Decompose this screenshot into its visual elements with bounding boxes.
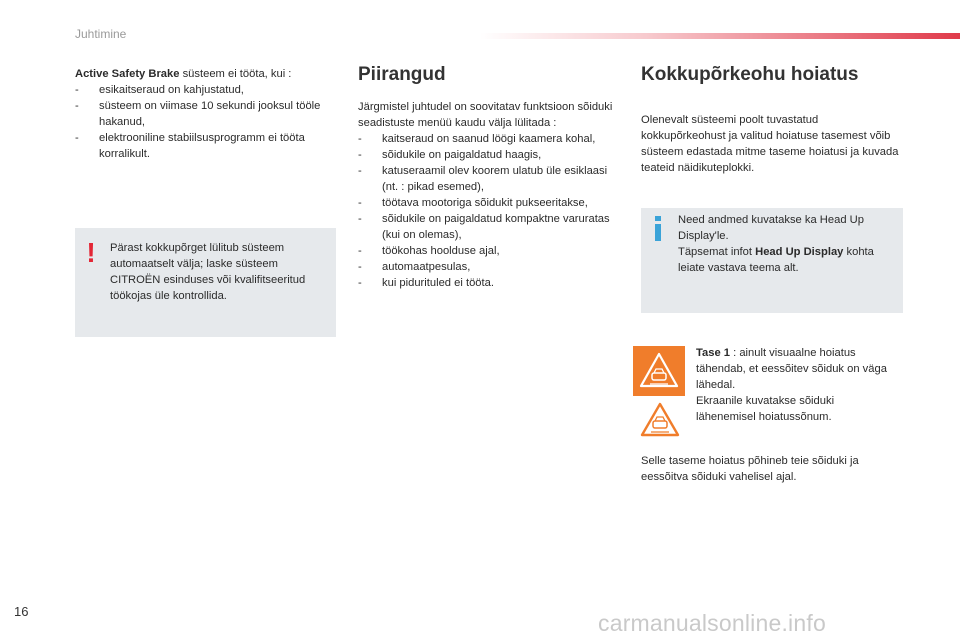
section-title: Piirangud xyxy=(358,64,446,85)
level-description xyxy=(696,345,896,425)
column-collision-warning xyxy=(641,64,903,176)
list-item: - esikaitseraud on kahjustatud, xyxy=(75,82,333,98)
info-line: Täpsemat infot Head Up Display kohta leiate vastava teema alt. xyxy=(678,246,874,274)
list-item: - süsteem on viimase 10 sekundi jooksul tööle hakanud, xyxy=(75,98,333,130)
level-line: Ekraanile kuvatakse sõiduki lähenemisel hoiatussõnum. xyxy=(696,395,835,423)
level-line: Tase 1 : ainult visuaalne hoiatus tähendab, et eessõitev sõiduk on väga lähedal. xyxy=(696,347,887,391)
column-active-safety-brake xyxy=(75,66,333,162)
limitations-list xyxy=(358,131,626,291)
list-item: - kui pidurituled ei tööta. xyxy=(358,275,626,291)
exclamation-icon: ! xyxy=(86,237,96,268)
list-item: - katuseraamil olev koorem ulatub üle esiklaasi (nt. : pikad esemed), xyxy=(358,163,626,195)
watermark: carmanualsonline.info xyxy=(598,610,826,636)
warning-note-box xyxy=(75,228,336,337)
list-item: - kaitseraud on saanud löögi kaamera kohal, xyxy=(358,131,626,147)
conditions-list xyxy=(75,82,333,162)
warning-text: Pärast kokkupõrget lülitub süsteem automaatselt välja; laske süsteem CITROËN esinduses või kvalifitseeritud töökojas üle kontrollida. xyxy=(110,242,306,302)
header-gradient-bar xyxy=(480,33,960,39)
page-number: 16 xyxy=(14,604,29,619)
section-label: Juhtimine xyxy=(75,27,127,41)
list-item: - sõidukile on paigaldatud haagis, xyxy=(358,147,626,163)
info-icon xyxy=(653,216,663,240)
section-title: Kokkupõrkeohu hoiatus xyxy=(641,64,859,85)
info-line: Need andmed kuvatakse ka Head Up Display'le. xyxy=(678,214,864,242)
intro-paragraph xyxy=(75,66,333,82)
intro-paragraph: Olenevalt süsteemi poolt tuvastatud kokkupõrkeohust ja valitud hoiatuse tasemest võib süsteem edastada mitme taseme hoiatusi ja kuvada teateid näidikuteplokki. xyxy=(641,114,899,174)
list-item: - automaatpesulas, xyxy=(358,259,626,275)
collision-warning-outline-icon xyxy=(640,402,680,438)
intro-paragraph: Järgmistel juhtudel on soovitatav funktsioon sõiduki seadistuste menüü kaudu välja lülitada : xyxy=(358,101,613,129)
column-limitations xyxy=(358,64,626,291)
info-text xyxy=(678,212,900,276)
list-item: - töökohas hoolduse ajal, xyxy=(358,243,626,259)
list-item: - töötava mootoriga sõidukit pukseeritakse, xyxy=(358,195,626,211)
info-note-box xyxy=(641,208,903,313)
intro-rest: süsteem ei tööta, kui : xyxy=(179,68,292,80)
intro-bold: Active Safety Brake xyxy=(75,68,180,80)
list-item: - sõidukile on paigaldatud kompaktne varuratas (kui on olemas), xyxy=(358,211,626,243)
footer-paragraph: Selle taseme hoiatus põhineb teie sõiduki ja eessõitva sõiduki vahelisel ajal. xyxy=(641,455,859,483)
list-item: - elektrooniline stabiilsusprogramm ei tööta korralikult. xyxy=(75,130,333,162)
collision-warning-icon xyxy=(633,346,685,396)
